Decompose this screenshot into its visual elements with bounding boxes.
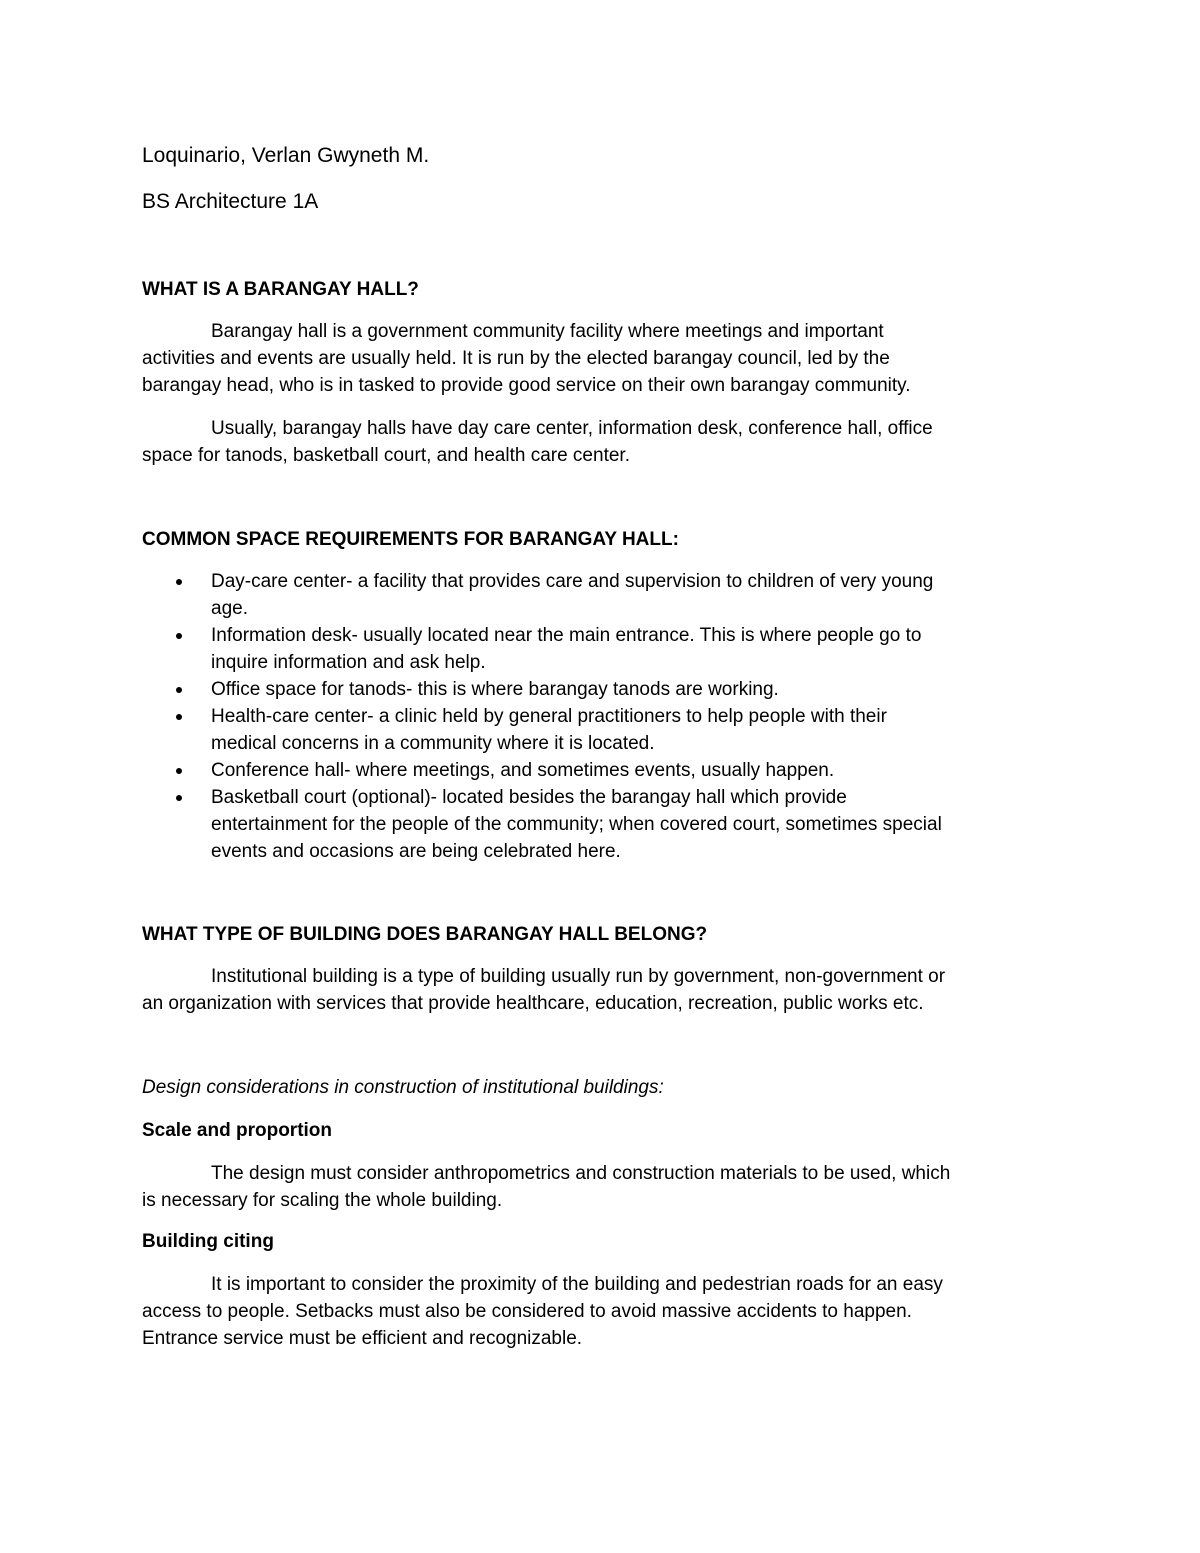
bullet-icon xyxy=(176,579,182,585)
space-requirements-list xyxy=(142,568,1062,865)
list-item-line: age. xyxy=(211,598,248,619)
heading-building-type: WHAT TYPE OF BUILDING DOES BARANGAY HALL BELONG? xyxy=(142,924,708,945)
paragraph-line: Entrance service must be efficient and recognizable. xyxy=(142,1328,583,1349)
paragraph-line: Institutional building is a type of building usually run by government, non-government or xyxy=(211,966,946,987)
list-item xyxy=(142,676,1062,703)
heading-scale-and-proportion: Scale and proportion xyxy=(142,1120,333,1141)
design-considerations-intro: Design considerations in construction of institutional buildings: xyxy=(142,1077,664,1098)
paragraph-building-citing xyxy=(142,1271,1062,1352)
list-item-line: entertainment for the people of the community; when covered court, sometimes special xyxy=(211,814,942,835)
list-item-line: Health-care center- a clinic held by general practitioners to help people with their xyxy=(211,706,887,727)
paragraph-line: activities and events are usually held. It is run by the elected barangay council, led by the xyxy=(142,348,890,369)
list-item-line: Information desk- usually located near the main entrance. This is where people go to xyxy=(211,625,922,646)
paragraph-line: an organization with services that provide healthcare, education, recreation, public works etc. xyxy=(142,993,924,1014)
list-item-line: Day-care center- a facility that provides care and supervision to children of very young xyxy=(211,571,934,592)
heading-common-space-requirements: COMMON SPACE REQUIREMENTS FOR BARANGAY HALL: xyxy=(142,529,679,550)
heading-what-is-barangay-hall: WHAT IS A BARANGAY HALL? xyxy=(142,279,419,300)
bullet-icon xyxy=(176,795,182,801)
paragraph-line: It is important to consider the proximity of the building and pedestrian roads for an easy xyxy=(211,1274,943,1295)
bullet-icon xyxy=(176,714,182,720)
paragraph-line: barangay head, who is in tasked to provide good service on their own barangay community. xyxy=(142,375,911,396)
heading-building-citing: Building citing xyxy=(142,1231,274,1252)
document-page xyxy=(142,0,1062,1553)
paragraph-line: The design must consider anthropometrics and construction materials to be used, which xyxy=(211,1163,951,1184)
course-section: BS Architecture 1A xyxy=(142,190,319,213)
author-name: Loquinario, Verlan Gwyneth M. xyxy=(142,144,430,167)
paragraph-barangay-hall-definition xyxy=(142,318,1062,399)
paragraph-line: access to people. Setbacks must also be considered to avoid massive accidents to happen. xyxy=(142,1301,912,1322)
paragraph-line: space for tanods, basketball court, and health care center. xyxy=(142,445,630,466)
paragraph-institutional-building xyxy=(142,963,1062,1017)
list-item-line: medical concerns in a community where it is located. xyxy=(211,733,655,754)
paragraph-line: Barangay hall is a government community facility where meetings and important xyxy=(211,321,884,342)
bullet-icon xyxy=(176,768,182,774)
bullet-icon xyxy=(176,687,182,693)
list-item-line: Office space for tanods- this is where barangay tanods are working. xyxy=(211,679,779,700)
list-item xyxy=(142,622,1062,676)
paragraph-barangay-hall-facilities xyxy=(142,415,1062,469)
list-item xyxy=(142,703,1062,757)
list-item-line: inquire information and ask help. xyxy=(211,652,486,673)
paragraph-scale-and-proportion xyxy=(142,1160,1062,1214)
paragraph-line: is necessary for scaling the whole building. xyxy=(142,1190,503,1211)
list-item-line: events and occasions are being celebrated here. xyxy=(211,841,621,862)
list-item xyxy=(142,568,1062,622)
list-item-line: Basketball court (optional)- located besides the barangay hall which provide xyxy=(211,787,847,808)
list-item xyxy=(142,784,1062,865)
list-item xyxy=(142,757,1062,784)
paragraph-line: Usually, barangay halls have day care center, information desk, conference hall, office xyxy=(211,418,933,439)
bullet-icon xyxy=(176,633,182,639)
list-item-line: Conference hall- where meetings, and sometimes events, usually happen. xyxy=(211,760,835,781)
